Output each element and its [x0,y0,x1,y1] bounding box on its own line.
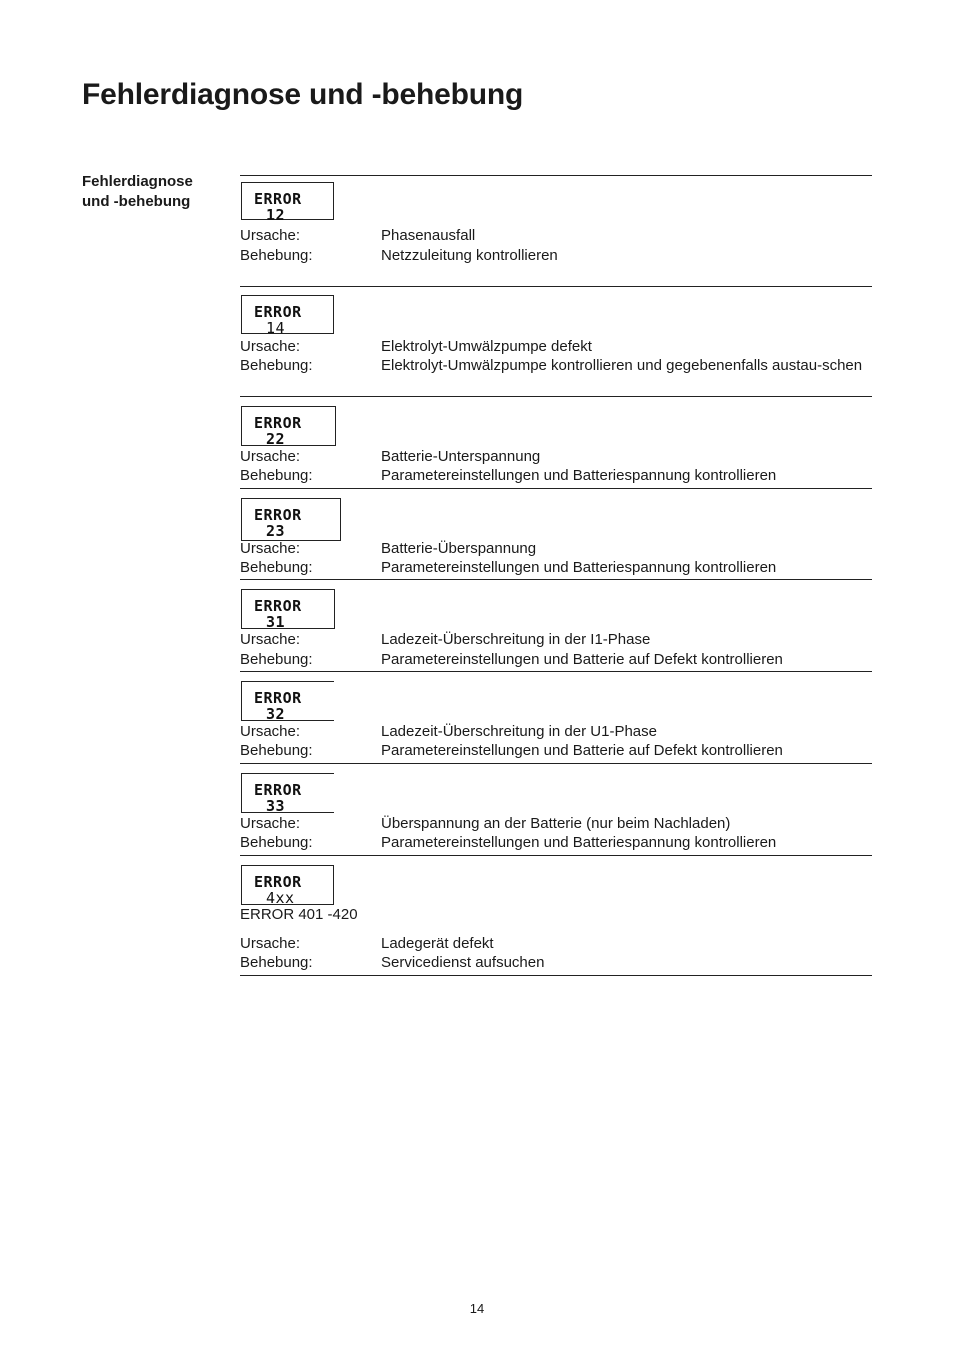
remedy-value: Parametereinstellungen und Batteriespannung kontrollieren [381,467,777,484]
error-display-14 [241,295,334,337]
cause-label: Ursache: [240,338,301,355]
remedy-label: Behebung: [240,651,313,668]
remedy-label: Behebung: [240,742,313,759]
display-line-1: ERROR [254,506,302,524]
cause-value: Phasenausfall [381,227,476,244]
cause-value: Ladezeit-Überschreitung in der U1-Phase [381,723,657,740]
section-heading [82,172,222,212]
cause-label: Ursache: [240,935,301,952]
display-line-1: ERROR [254,597,302,615]
remedy-value: Parametereinstellungen und Batteriespannung kontrollieren [381,834,777,851]
remedy-label: Behebung: [240,357,313,374]
remedy-label: Behebung: [240,954,313,971]
section-heading-line-1: Fehlerdiagnose [82,173,193,190]
error-entry-22 [240,397,872,489]
display-line-2: 23 [266,522,286,540]
cause-label: Ursache: [240,540,301,557]
error-entry-14 [240,287,872,397]
error-display-12 [241,182,334,224]
remedy-value: Elektrolyt-Umwälzpumpe kontrollieren und gegebenenfalls austau-schen [381,357,863,374]
display-line-1: ERROR [254,689,302,707]
cause-value: Ladegerät defekt [381,935,494,952]
cause-label: Ursache: [240,448,301,465]
remedy-label: Behebung: [240,559,313,576]
display-line-2: 14 [266,319,286,337]
cause-value: Elektrolyt-Umwälzpumpe defekt [381,338,592,355]
error-display-23 [241,498,341,541]
cause-value: Batterie-Überspannung [381,540,537,557]
error-display-22 [241,406,336,446]
section-heading-line-2: und -behebung [82,193,191,210]
display-line-2: 4xx [266,889,295,907]
error-display-4xx [241,865,334,905]
cause-label: Ursache: [240,815,301,832]
error-entry-33 [240,764,872,856]
remedy-label: Behebung: [240,467,313,484]
error-display-31 [241,589,335,629]
page-number: 14 [469,1301,485,1316]
display-line-1: ERROR [254,190,302,208]
error-range-text: ERROR 401 -420 [240,906,358,923]
remedy-value: Parametereinstellungen und Batteriespannung kontrollieren [381,559,777,576]
cause-label: Ursache: [240,723,301,740]
remedy-value: Netzzuleitung kontrollieren [381,247,558,264]
remedy-value: Parametereinstellungen und Batterie auf Defekt kontrollieren [381,651,783,668]
display-line-1: ERROR [254,873,302,891]
page-title: Fehlerdiagnose und -behebung [82,78,524,111]
display-line-2: 22 [266,430,286,448]
display-line-1: ERROR [254,414,302,432]
display-line-2: 31 [266,613,286,631]
display-line-2: 32 [266,705,286,723]
display-line-2: 12 [266,206,286,224]
display-line-1: ERROR [254,781,302,799]
display-line-1: ERROR [254,303,302,321]
cause-value: Batterie-Unterspannung [381,448,541,465]
remedy-value: Servicedienst aufsuchen [381,954,545,971]
error-display-33 [241,773,334,813]
error-entry-31 [240,580,872,672]
remedy-label: Behebung: [240,247,313,264]
remedy-label: Behebung: [240,834,313,851]
cause-value: Überspannung an der Batterie (nur beim Nachladen) [381,815,731,832]
cause-label: Ursache: [240,631,301,648]
error-table [240,175,872,976]
error-entry-12 [240,176,872,287]
error-entry-4xx [240,856,872,976]
remedy-value: Parametereinstellungen und Batterie auf Defekt kontrollieren [381,742,783,759]
cause-label: Ursache: [240,227,301,244]
error-entry-32 [240,672,872,764]
error-display-32 [241,681,334,721]
display-line-2: 33 [266,797,286,815]
error-entry-23 [240,489,872,580]
cause-value: Ladezeit-Überschreitung in der I1-Phase [381,631,651,648]
